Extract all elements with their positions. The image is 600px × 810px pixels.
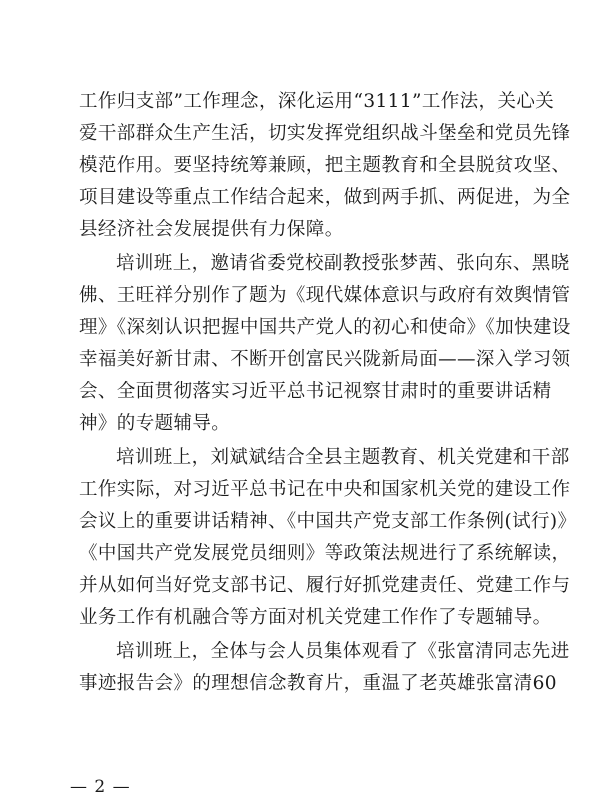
text-line: 会、全面贯彻落实习近平总书记视察甘肃时的重要讲话精 — [79, 381, 552, 402]
text-line: 神》的专题辅导。 — [79, 413, 231, 434]
text-line: 模范作用。要坚持统筹兼顾，把主题教育和全县脱贫攻坚、 — [79, 155, 571, 176]
text-line: 会议上的重要讲话精神、《中国共产党支部工作条例(试行)》 — [79, 511, 577, 532]
text-line: 业务工作有机融合等方面对机关党建工作作了专题辅导。 — [79, 607, 552, 628]
paragraph-start-line: 培训班上，刘斌斌结合全县主题教育、机关党建和干部 — [116, 447, 570, 468]
text-line: 工作归支部”工作理念，深化运用“3111”工作法，关心关 — [79, 91, 555, 112]
text-line: 县经济社会发展提供有力保障。 — [79, 219, 344, 240]
text-line: 《中国共产党发展党员细则》等政策法规进行了系统解读， — [79, 543, 571, 564]
paragraph-start-line: 培训班上，全体与会人员集体观看了《张富清同志先进 — [116, 641, 570, 662]
text-line: 幸福美好新甘肃、不断开创富民兴陇新局面——深入学习领 — [79, 349, 571, 370]
text-line: 工作实际，对习近平总书记在中央和国家机关党的建设工作 — [79, 479, 571, 500]
text-line: 爱干部群众生产生活，切实发挥党组织战斗堡垒和党员先锋 — [79, 123, 571, 144]
text-line: 项目建设等重点工作结合起来，做到两手抓、两促进，为全 — [79, 187, 571, 208]
text-line: 理》《深刻认识把握中国共产党人的初心和使命》《加快建设 — [79, 317, 571, 338]
page-number: — 2 — — [70, 777, 131, 797]
text-line: 事迹报告会》的理想信念教育片，重温了老英雄张富清60 — [79, 673, 557, 694]
paragraph-start-line: 培训班上，邀请省委党校副教授张梦茜、张向东、黑晓 — [116, 253, 570, 274]
text-line: 佛、王旺祥分别作了题为《现代媒体意识与政府有效舆情管 — [79, 285, 571, 306]
text-line: 并从如何当好党支部书记、履行好抓党建责任、党建工作与 — [79, 575, 571, 596]
